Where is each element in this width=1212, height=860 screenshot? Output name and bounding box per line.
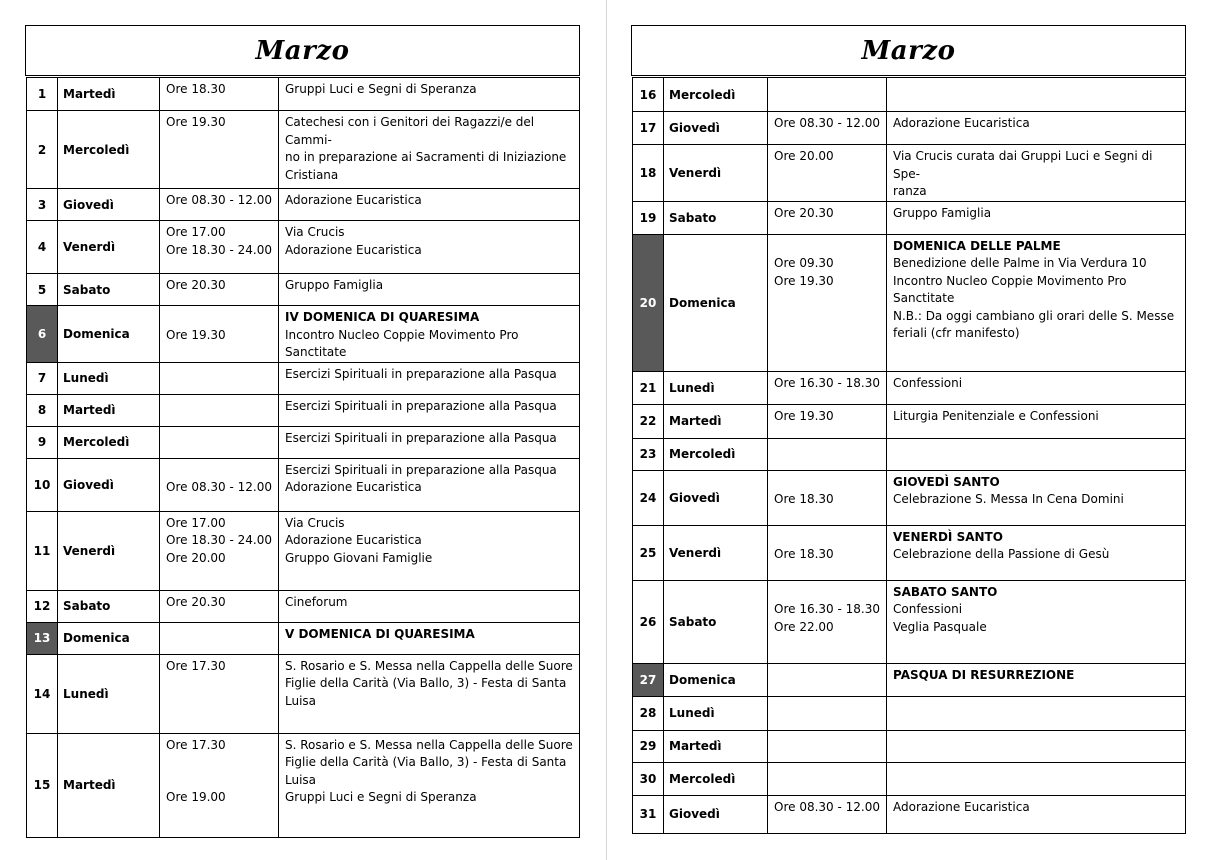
calendar-row xyxy=(27,394,580,426)
calendar-row xyxy=(27,306,580,363)
event-time: Ore 20.30 xyxy=(166,594,226,609)
event-text: Celebrazione S. Messa In Cena Domini xyxy=(893,492,1124,506)
event-times xyxy=(768,404,887,438)
event-time: Ore 18.30 xyxy=(774,492,834,506)
event-text: Adorazione Eucaristica xyxy=(285,533,422,547)
event-descriptions xyxy=(887,201,1186,234)
day-number: 7 xyxy=(27,362,58,394)
event-time: Ore 19.30 xyxy=(166,327,226,342)
day-name: Domenica xyxy=(664,234,768,371)
event-heading: V DOMENICA DI QUARESIMA xyxy=(285,626,475,641)
day-number: 11 xyxy=(27,511,58,590)
event-descriptions xyxy=(279,654,580,733)
event-text: Confessioni xyxy=(893,602,963,616)
event-time xyxy=(166,754,278,772)
event-times xyxy=(768,663,887,696)
event-text: Benedizione delle Palme in Via Verdura 10 xyxy=(893,256,1147,270)
event-text: S. Rosario e S. Messa nella Cappella delle Suore xyxy=(285,658,573,673)
event-text: Incontro Nucleo Coppie Movimento Pro Sanctitate xyxy=(285,327,523,359)
event-times xyxy=(768,580,887,663)
day-name: Giovedì xyxy=(664,795,768,833)
calendar-row xyxy=(27,590,580,622)
day-number: 8 xyxy=(27,394,58,426)
event-descriptions xyxy=(887,696,1186,730)
calendar-row xyxy=(27,78,580,111)
event-time: Ore 22.00 xyxy=(774,619,834,634)
event-text: Celebrazione della Passione di Gesù xyxy=(893,547,1110,561)
event-text: Liturgia Penitenziale e Confessioni xyxy=(893,408,1099,423)
event-time: Ore 18.30 - 24.00 xyxy=(166,533,272,547)
event-descriptions xyxy=(887,112,1186,145)
event-descriptions xyxy=(887,470,1186,525)
event-descriptions xyxy=(279,458,580,511)
event-times xyxy=(160,733,279,837)
event-times xyxy=(768,201,887,234)
calendar-row xyxy=(633,470,1186,525)
day-number: 1 xyxy=(27,78,58,111)
event-text: Adorazione Eucaristica xyxy=(893,799,1030,814)
event-text: Figlie della Carità (Via Ballo, 3) - Festa di Santa xyxy=(285,755,567,769)
event-text: Adorazione Eucaristica xyxy=(285,242,422,257)
event-text: Via Crucis xyxy=(285,515,345,530)
event-text: ranza xyxy=(893,184,927,198)
event-times xyxy=(160,654,279,733)
day-number: 16 xyxy=(633,78,664,112)
day-name: Martedì xyxy=(58,78,160,111)
calendar-row xyxy=(27,362,580,394)
day-number: 14 xyxy=(27,654,58,733)
day-name: Domenica xyxy=(58,622,160,654)
event-text: Esercizi Spirituali in preparazione alla Pasqua xyxy=(285,430,557,445)
event-text: Veglia Pasquale xyxy=(893,619,987,634)
event-time xyxy=(774,474,886,492)
calendar-row xyxy=(27,221,580,274)
day-number: 18 xyxy=(633,145,664,202)
event-descriptions xyxy=(887,730,1186,762)
calendar-row xyxy=(633,78,1186,112)
day-name: Domenica xyxy=(664,663,768,696)
event-times xyxy=(160,622,279,654)
event-times xyxy=(768,795,887,833)
calendar-row xyxy=(633,371,1186,404)
day-number: 17 xyxy=(633,112,664,145)
event-descriptions xyxy=(279,590,580,622)
day-number: 27 xyxy=(633,663,664,696)
event-time: Ore 08.30 - 12.00 xyxy=(774,799,880,814)
calendar-row xyxy=(27,733,580,837)
event-time: Ore 20.30 xyxy=(166,278,226,292)
event-text: Esercizi Spirituali in preparazione alla Pasqua xyxy=(285,366,557,381)
event-heading: DOMENICA DELLE PALME xyxy=(893,238,1061,253)
event-times xyxy=(160,306,279,363)
day-number: 28 xyxy=(633,696,664,730)
day-name: Martedì xyxy=(58,394,160,426)
day-name: Lunedì xyxy=(664,696,768,730)
event-text: feriali (cfr manifesto) xyxy=(893,326,1020,340)
event-text: Confessioni xyxy=(893,375,963,390)
event-text: Gruppi Luci e Segni di Speranza xyxy=(285,82,477,96)
page-right xyxy=(607,0,1212,860)
calendar-row xyxy=(27,111,580,189)
event-times xyxy=(768,371,887,404)
event-descriptions xyxy=(279,362,580,394)
event-text: Adorazione Eucaristica xyxy=(285,480,422,494)
day-number: 29 xyxy=(633,730,664,762)
event-text: Gruppi Luci e Segni di Speranza xyxy=(285,790,477,804)
event-text: Gruppo Famiglia xyxy=(285,278,384,292)
event-times xyxy=(768,762,887,795)
event-descriptions xyxy=(887,145,1186,202)
event-times xyxy=(160,590,279,622)
event-descriptions xyxy=(887,371,1186,404)
event-text: Adorazione Eucaristica xyxy=(893,116,1030,130)
event-time: Ore 19.30 xyxy=(774,273,834,288)
day-name: Venerdì xyxy=(58,221,160,274)
event-time: Ore 18.30 xyxy=(774,547,834,561)
event-times xyxy=(160,189,279,221)
day-number: 3 xyxy=(27,189,58,221)
calendar-row xyxy=(27,426,580,458)
event-text: no in preparazione ai Sacramenti di Iniziazione xyxy=(285,150,567,164)
day-number: 23 xyxy=(633,438,664,470)
event-times xyxy=(768,112,887,145)
day-name: Martedì xyxy=(664,404,768,438)
event-heading: SABATO SANTO xyxy=(893,584,998,599)
event-descriptions xyxy=(887,663,1186,696)
event-time xyxy=(166,309,278,327)
day-name: Sabato xyxy=(664,580,768,663)
day-name: Lunedì xyxy=(58,362,160,394)
calendar-row xyxy=(633,234,1186,371)
event-descriptions xyxy=(279,189,580,221)
calendar-row xyxy=(633,696,1186,730)
day-name: Giovedì xyxy=(58,458,160,511)
event-time: Ore 19.00 xyxy=(166,790,226,804)
event-time: Ore 17.00 xyxy=(166,515,226,530)
event-descriptions xyxy=(887,404,1186,438)
day-number: 15 xyxy=(27,733,58,837)
event-text: Cristiana xyxy=(285,167,339,182)
calendar-row xyxy=(633,762,1186,795)
day-number: 19 xyxy=(633,201,664,234)
event-text: Luisa xyxy=(285,693,317,708)
month-title: Marzo xyxy=(255,35,350,66)
event-descriptions xyxy=(279,221,580,274)
event-descriptions xyxy=(887,795,1186,833)
day-number: 13 xyxy=(27,622,58,654)
event-descriptions xyxy=(279,426,580,458)
event-time: Ore 17.30 xyxy=(166,658,226,673)
event-time: Ore 16.30 - 18.30 xyxy=(774,602,880,616)
event-time: Ore 17.30 xyxy=(166,737,226,752)
day-name: Martedì xyxy=(664,730,768,762)
event-descriptions xyxy=(887,438,1186,470)
event-descriptions xyxy=(887,580,1186,663)
event-times xyxy=(160,111,279,189)
event-text: Gruppo Famiglia xyxy=(893,205,992,220)
event-time: Ore 20.00 xyxy=(774,149,834,163)
calendar-row xyxy=(633,404,1186,438)
event-times xyxy=(768,525,887,580)
calendar-row xyxy=(633,580,1186,663)
calendar-row xyxy=(633,795,1186,833)
event-time: Ore 08.30 - 12.00 xyxy=(166,193,272,207)
day-name: Mercoledì xyxy=(664,762,768,795)
event-times xyxy=(160,274,279,306)
day-number: 21 xyxy=(633,371,664,404)
day-number: 31 xyxy=(633,795,664,833)
event-text: Catechesi con i Genitori dei Ragazzi/e del Cammi- xyxy=(285,115,538,147)
event-descriptions xyxy=(279,394,580,426)
day-name: Mercoledì xyxy=(664,438,768,470)
day-name: Martedì xyxy=(58,733,160,837)
event-text: Incontro Nucleo Coppie Movimento Pro Sanctitate xyxy=(893,273,1131,305)
day-name: Sabato xyxy=(58,590,160,622)
event-times xyxy=(768,730,887,762)
day-name: Mercoledì xyxy=(664,78,768,112)
calendar-row xyxy=(27,654,580,733)
event-descriptions xyxy=(279,111,580,189)
day-name: Venerdì xyxy=(664,525,768,580)
month-title-box xyxy=(25,25,580,76)
event-times xyxy=(768,145,887,202)
calendar-row xyxy=(633,112,1186,145)
event-time xyxy=(166,462,278,480)
event-time xyxy=(166,772,278,790)
event-times xyxy=(768,438,887,470)
day-number: 26 xyxy=(633,580,664,663)
day-name: Sabato xyxy=(664,201,768,234)
event-times xyxy=(160,426,279,458)
day-number: 4 xyxy=(27,221,58,274)
event-descriptions xyxy=(279,78,580,111)
day-name: Giovedì xyxy=(664,470,768,525)
event-time: Ore 19.30 xyxy=(774,408,834,423)
event-times xyxy=(160,458,279,511)
calendar-row xyxy=(27,622,580,654)
day-name: Giovedì xyxy=(664,112,768,145)
event-time: Ore 08.30 - 12.00 xyxy=(166,480,272,494)
calendar-row xyxy=(27,274,580,306)
day-number: 10 xyxy=(27,458,58,511)
event-times xyxy=(768,696,887,730)
calendar-row xyxy=(633,438,1186,470)
calendar-row xyxy=(27,189,580,221)
calendar-row xyxy=(633,145,1186,202)
event-time: Ore 08.30 - 12.00 xyxy=(774,116,880,130)
event-times xyxy=(160,511,279,590)
event-text: Via Crucis xyxy=(285,225,345,239)
day-number: 25 xyxy=(633,525,664,580)
event-times xyxy=(160,221,279,274)
month-title-box xyxy=(631,25,1186,76)
day-number: 5 xyxy=(27,274,58,306)
event-text: S. Rosario e S. Messa nella Cappella delle Suore xyxy=(285,737,573,752)
day-number: 9 xyxy=(27,426,58,458)
calendar-row xyxy=(633,201,1186,234)
day-name: Sabato xyxy=(58,274,160,306)
event-time xyxy=(774,238,886,256)
day-name: Domenica xyxy=(58,306,160,363)
day-name: Venerdì xyxy=(58,511,160,590)
event-times xyxy=(160,362,279,394)
day-number: 20 xyxy=(633,234,664,371)
day-number: 30 xyxy=(633,762,664,795)
event-text: Esercizi Spirituali in preparazione alla Pasqua xyxy=(285,462,557,477)
event-descriptions xyxy=(279,306,580,363)
event-time: Ore 20.30 xyxy=(774,205,834,220)
event-time: Ore 16.30 - 18.30 xyxy=(774,375,880,390)
event-descriptions xyxy=(887,234,1186,371)
day-number: 6 xyxy=(27,306,58,363)
day-name: Lunedì xyxy=(58,654,160,733)
event-descriptions xyxy=(279,511,580,590)
event-time: Ore 18.30 xyxy=(166,82,226,96)
event-times xyxy=(160,394,279,426)
event-text: Esercizi Spirituali in preparazione alla Pasqua xyxy=(285,398,557,413)
event-text: N.B.: Da oggi cambiano gli orari delle S. Messe xyxy=(893,308,1175,323)
event-heading: GIOVEDÌ SANTO xyxy=(893,474,1000,489)
event-descriptions xyxy=(279,733,580,837)
calendar-row xyxy=(27,458,580,511)
event-text: Figlie della Carità (Via Ballo, 3) - Festa di Santa xyxy=(285,676,567,690)
day-number: 2 xyxy=(27,111,58,189)
event-descriptions xyxy=(887,762,1186,795)
event-times xyxy=(768,78,887,112)
day-number: 22 xyxy=(633,404,664,438)
event-text: Via Crucis curata dai Gruppi Luci e Segni di Spe- xyxy=(893,149,1157,181)
event-text: Adorazione Eucaristica xyxy=(285,193,422,207)
event-heading: PASQUA DI RESURREZIONE xyxy=(893,667,1075,682)
calendar-table xyxy=(632,77,1186,834)
calendar-row xyxy=(27,511,580,590)
event-heading: VENERDÌ SANTO xyxy=(893,529,1003,544)
event-times xyxy=(768,470,887,525)
day-number: 24 xyxy=(633,470,664,525)
event-time: Ore 18.30 - 24.00 xyxy=(166,242,272,257)
calendar-row xyxy=(633,525,1186,580)
event-time xyxy=(774,584,886,602)
event-time xyxy=(774,529,886,547)
event-time: Ore 09.30 xyxy=(774,256,834,270)
event-text: Luisa xyxy=(285,772,317,787)
event-times xyxy=(160,78,279,111)
calendar-row xyxy=(633,730,1186,762)
day-name: Lunedì xyxy=(664,371,768,404)
event-descriptions xyxy=(279,622,580,654)
month-title: Marzo xyxy=(861,35,956,66)
day-name: Mercoledì xyxy=(58,111,160,189)
event-heading: IV DOMENICA DI QUARESIMA xyxy=(285,310,480,324)
day-name: Mercoledì xyxy=(58,426,160,458)
event-text: Cineforum xyxy=(285,594,348,609)
day-name: Venerdì xyxy=(664,145,768,202)
event-time: Ore 20.00 xyxy=(166,550,226,565)
event-times xyxy=(768,234,887,371)
event-descriptions xyxy=(887,525,1186,580)
day-number: 12 xyxy=(27,590,58,622)
event-time: Ore 19.30 xyxy=(166,115,226,129)
day-name: Giovedì xyxy=(58,189,160,221)
event-time: Ore 17.00 xyxy=(166,225,226,239)
event-descriptions xyxy=(279,274,580,306)
calendar-table xyxy=(26,77,580,838)
event-descriptions xyxy=(887,78,1186,112)
event-text: Gruppo Giovani Famiglie xyxy=(285,550,433,565)
calendar-row xyxy=(633,663,1186,696)
